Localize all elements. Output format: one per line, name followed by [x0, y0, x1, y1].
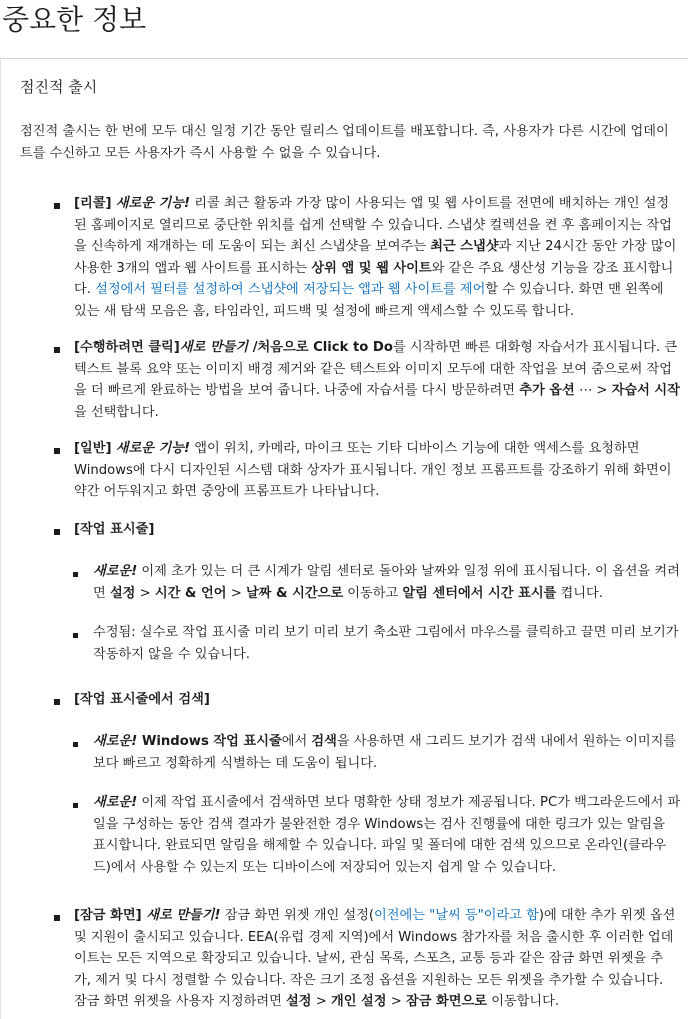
settings-label: 설정 [286, 994, 312, 1009]
list-item-taskbar-clock [93, 561, 681, 604]
list-item-search-grid [93, 731, 681, 774]
click-text-2: ⋯ > [574, 383, 612, 398]
list-item-search-status [93, 792, 681, 878]
recent-snapshots-label: 최근 스냅샷 [430, 239, 499, 254]
show-time-label: 알림 센터에서 시간 표시를 [402, 585, 557, 601]
lock-text-2: )에 대한 추가 위젯 옵션 및 지원이 출시되고 있습니다. EEA(유럽 경제 지역)에서 Windows 참가자를 처음 출시한 후 이러한 업데이트는 모든 지역으로 확장되고 있습니다. 날씨, 관심 목록, 스포츠, 교통 등과 같은 잠금 화면 위젯을 추가, 제거 및 다시 정렬할 수 있습니다. 작은 크기 조정 옵션을 지원하는 모든 위젯을 추가할 수 있습니다. 잠금 화면 위젯을 사용자 지정하려면 [74, 908, 676, 1009]
taskbar-tag: [작업 표시줄] [74, 522, 155, 537]
bullet-icon [54, 448, 60, 454]
lock-text-3: 이동합니다. [487, 994, 560, 1009]
search-text-2: 을 사용하면 새 그리드 보기가 검색 내에서 원하는 이미지를 보다 빠르고 정확하게 식별하는 데 도움이 됩니다. [93, 734, 677, 771]
date-time-label: 날짜 & 시간으로 [245, 585, 344, 601]
list-item-search [74, 689, 680, 711]
new-label: 새로운! [93, 564, 138, 579]
new-label: 새로운! [93, 734, 138, 749]
top-apps-label: 상위 앱 및 웹 사이트 [311, 260, 432, 276]
list-item-general [74, 438, 680, 503]
path-separator: > [386, 994, 406, 1009]
path-separator: > [135, 585, 155, 601]
section-title: 점진적 출시 [20, 78, 98, 96]
new-feature-label: 새로운 기능! [115, 441, 191, 456]
bullet-icon [73, 633, 78, 638]
more-options-label: 추가 옵션 [519, 383, 575, 398]
taskbar-text-2: 이동하고 [343, 585, 403, 601]
recall-text-2: 과 지난 24시간 동안 가장 많이 사용한 3개의 앱과 웹 사이트를 표시하는 [74, 239, 677, 276]
recall-filter-link[interactable]: 설정에서 필터를 설정하여 스냅샷에 저장되는 앱과 웹 사이트를 제어 [95, 282, 486, 297]
click-to-do-tag: [수행하려면 클릭] [74, 340, 180, 355]
lock-screen-tag: [잠금 화면] [74, 908, 142, 923]
click-text-3: 을 선택합니다. [74, 404, 159, 420]
path-separator: > [311, 994, 331, 1009]
bullet-icon [54, 347, 60, 353]
taskbar-text-1: 이제 초가 있는 더 큰 시계가 알림 센터로 돌아와 날짜와 일정 위에 표시됩니다. 이 옵션을 켜려면 [93, 564, 680, 601]
lock-screen-label: 잠금 화면으로 [405, 994, 487, 1009]
list-item-taskbar [74, 519, 680, 541]
search-text-1: 에서 [281, 734, 312, 749]
general-text: 앱이 위치, 카메라, 마이크 또는 기타 디바이스 기능에 대한 액세스를 요청하면 Windows에 다시 디자인된 시스템 대화 상자가 표시됩니다. 개인 정보 프롬프트를 강조하기 위해 화면이 약간 어두워지고 화면 중앙에 프롬프트가 나타납니다. [74, 441, 672, 499]
weather-link[interactable]: 이전에는 "날씨 등"이라고 함 [374, 908, 539, 923]
search-status-text: 이제 작업 표시줄에서 검색하면 보다 명확한 상태 정보가 제공됩니다. PC가 백그라운드에서 파일을 구성하는 동안 검색 결과가 불완전한 경우 Windows는 검사 진행률에 대한 링크가 있는 알림을 표시합니다. 완료되면 알림을 해제할 수 있습니다. 파일 및 폴더에 대한 검색 있으므로 온라인(클라우드)에서 사용할 수 있는지 또는 디바이스에 저장되어 있는지 쉽게 알 수 있습니다. [93, 795, 681, 875]
list-item-click-to-do [74, 337, 680, 423]
windows-taskbar-label: Windows 작업 표시줄 [137, 734, 282, 749]
taskbar-text-3: 켭니다. [556, 585, 603, 601]
recall-text-1: 리콜 최근 활동과 가장 많이 사용되는 앱 및 웹 사이트를 전면에 배치하는 개인 설정된 홈페이지로 열리므로 중단한 위치를 쉽게 선택할 수 있습니다. 스냅샷 컬렉션을 켠 후 홈페이지는 작업을 신속하게 재개하는 데 도움이 되는 최신 스냅샷을 보여주는 [74, 196, 672, 254]
search-label: 검색 [311, 734, 337, 749]
new-label: 새로운! [93, 795, 138, 810]
bullet-icon [54, 203, 60, 209]
new-label: 새로 만들기 [179, 340, 249, 355]
start-tutorial-label: 자습서 시작 [611, 383, 680, 398]
click-text-1: 를 시작하면 빠른 대화형 자습서가 표시됩니다. 큰 텍스트 블록 요약 또는 이미지 배경 제거와 같은 텍스트와 이미지 모두에 대한 작업을 보여 줌으로써 작업을 더 빠르게 완료하는 방법을 보여 줍니다. 나중에 자습서를 다시 방문하려면 [74, 340, 678, 398]
new-feature-label: 새로운 기능! [115, 196, 191, 211]
new-label: 새로 만들기! [141, 908, 221, 923]
bullet-icon [73, 572, 78, 577]
recall-text-3: 와 같은 주요 생산성 기능을 강조 표시합니다. [74, 260, 674, 297]
time-language-label: 시간 & 언어 [154, 585, 227, 601]
bullet-icon [54, 529, 60, 535]
click-to-do-first-label: /처음으로 Click to Do [248, 340, 393, 355]
bullet-icon [73, 742, 78, 747]
list-item-lock-screen [74, 905, 680, 1013]
personalization-label: 개인 설정 [330, 994, 387, 1009]
bullet-icon [54, 915, 60, 921]
general-tag: [일반] [74, 441, 112, 456]
bullet-icon [54, 699, 60, 705]
path-separator: > [226, 585, 246, 601]
list-item-taskbar-fix: 수정됨: 실수로 작업 표시줄 미리 보기 미리 보기 축소판 그림에서 마우스를 클릭하고 끌면 미리 보기가 작동하지 않을 수 있습니다. [93, 625, 679, 662]
recall-text-4: 할 수 있습니다. 화면 맨 왼쪽에 있는 새 탐색 모음은 홈, 타임라인, 피드백 및 설정에 빠르게 액세스할 수 있도록 합니다. [74, 282, 664, 319]
search-tag: [작업 표시줄에서 검색] [74, 692, 210, 707]
recall-tag: [리콜] [74, 196, 112, 211]
page-title: 중요한 정보 [2, 3, 147, 36]
intro-paragraph: 점진적 출시는 한 번에 모두 대신 일정 기간 동안 릴리스 업데이트를 배포합니다. 즉, 사용자가 다른 시간에 업데이트를 수신하고 모든 사용자가 즉시 사용할 수 없을 수 있습니다. [20, 124, 669, 161]
list-item-recall [74, 193, 680, 322]
lock-text-1: 잠금 화면 위젯 개인 설정( [220, 908, 375, 923]
settings-label: 설정 [109, 585, 136, 601]
bullet-icon [73, 803, 78, 808]
